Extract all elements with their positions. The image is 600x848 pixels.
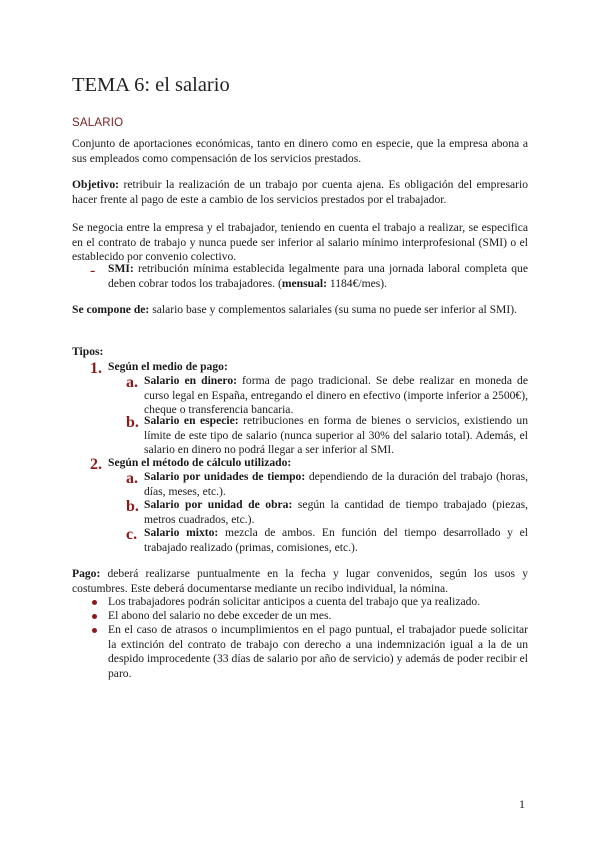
type-1b-item (144, 414, 528, 458)
bullet-item: En el caso de atrasos o incumplimientos en el pago puntual, el trabajador puede solicitar la extinción del contrato de trabajo con derecho a una indemnización igual a la de un despido improcedente (33 días de salario por año de servicio) y además de poder recibir el paro. (108, 623, 528, 680)
type-2a-label: Salario por unidades de tiempo: (144, 470, 306, 483)
type-2c-text: mezcla de ambos. En función del tiempo desarrollado y el trabajado realizado (primas, comisiones, etc.). (144, 526, 528, 554)
payment-label: Pago: (72, 567, 101, 580)
types-heading: Tipos: (72, 345, 104, 358)
list-number: 2. (90, 456, 102, 473)
list-number: 1. (90, 360, 102, 377)
list-letter: a. (126, 374, 138, 391)
list-letter: b. (126, 498, 139, 515)
composition-paragraph (72, 303, 528, 318)
negotiation-paragraph: Se negocia entre la empresa y el trabajador, teniendo en cuenta el trabajo a realizar, se especifica en el contrato de trabajo y nunca puede ser inferior al salario mínimo interprofesional (SMI) o el establecido por convenio colectivo. (72, 221, 528, 264)
section-heading: SALARIO (72, 117, 124, 129)
type-1a-text: forma de pago tradicional. Se debe realizar en moneda de curso legal en España, entregando el dinero en efectivo (importe inferior a 2500€), cheque o transferencia bancaria. (144, 374, 528, 417)
bullet-icon (92, 628, 97, 633)
type-2b-label: Salario por unidad de obra: (144, 498, 293, 511)
type-2c-label: Salario mixto: (144, 526, 219, 539)
smi-monthly-text: 1184€/mes). (326, 276, 388, 290)
list-letter: a. (126, 470, 138, 487)
payment-paragraph (72, 567, 528, 596)
definition-paragraph: Conjunto de aportaciones económicas, tanto en dinero como en especie, que la empresa abona a sus empleados como compensación de los servicios prestados. (72, 137, 528, 165)
smi-monthly-label: mensual: (281, 276, 327, 290)
list-letter: b. (126, 414, 139, 431)
payment-text: deberá realizarse puntualmente en la fecha y lugar convenidos, según los usos y costumbres. Este deberá documentarse mediante un recibo individual, la nómina. (72, 567, 528, 595)
objective-text: retribuir la realización de un trabajo por cuenta ajena. Es obligación del empresario hacer frente al pago de este a cambio de los servicios prestados por el trabajador. (72, 178, 528, 206)
smi-label: SMI: (108, 262, 134, 275)
type-2c-item (144, 526, 528, 555)
bullet-icon (92, 614, 97, 619)
type-1-heading: Según el medio de pago: (108, 360, 228, 373)
smi-item (108, 262, 528, 291)
smi-text: retribución mínima establecida legalmente para una jornada laboral completa que deben cobrar todos los trabajadores. ( (108, 262, 528, 290)
type-2b-text: según la cantidad de tiempo trabajado (piezas, metros cuadrados, etc.). (144, 498, 529, 526)
type-1a-item (144, 374, 528, 418)
type-1b-label: Salario en especie: (144, 414, 239, 427)
bullet-item: El abono del salario no debe exceder de un mes. (108, 609, 332, 622)
page-title: TEMA 6: el salario (72, 74, 230, 96)
type-2-heading: Según el método de cálculo utilizado: (108, 456, 292, 469)
composition-text: salario base y complementos salariales (su suma no puede ser inferior al SMI). (149, 303, 517, 316)
type-2b-item (144, 498, 528, 527)
type-2a-item (144, 470, 528, 499)
bullet-icon (92, 600, 97, 605)
page-number: 1 (519, 797, 525, 811)
type-2a-text: dependiendo de la duración del trabajo (horas, días, meses, etc.). (144, 470, 528, 498)
bullet-item: Los trabajadores podrán solicitar anticipos a cuenta del trabajo que ya realizado. (108, 595, 481, 608)
composition-label: Se compone de: (72, 303, 150, 316)
list-letter: c. (126, 526, 138, 543)
dash-marker: - (90, 262, 96, 279)
type-1b-text: retribuciones en forma de bienes o servicios, existiendo un límite de este tipo de salario (nunca superior al 30% del salario total). Además, el salario en dinero no podrá llegar a ser inferior al SMI. (144, 414, 529, 457)
objective-label: Objetivo: (72, 178, 120, 191)
type-1a-label: Salario en dinero: (144, 374, 237, 387)
objective-paragraph (72, 178, 528, 207)
